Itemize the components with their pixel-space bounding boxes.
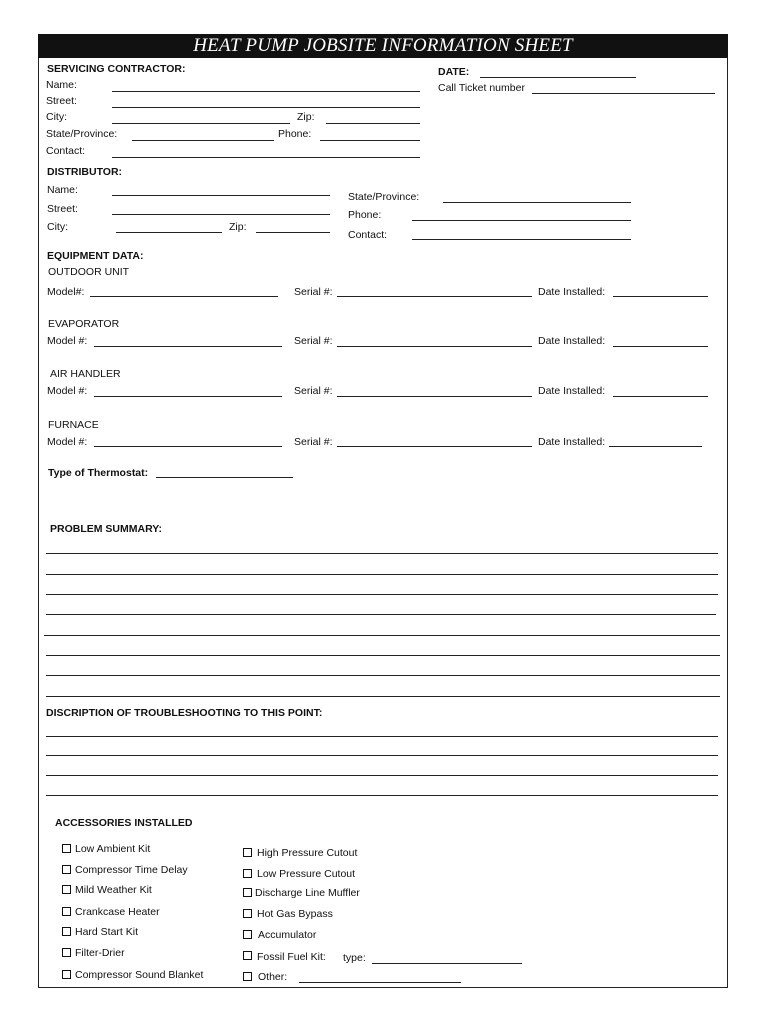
thermostat-field[interactable] <box>156 477 293 478</box>
servicing-city-label: City: <box>46 111 67 123</box>
date-installed-field[interactable] <box>613 346 708 347</box>
distributor-heading: DISTRIBUTOR: <box>47 166 123 178</box>
problem-line[interactable] <box>46 696 720 697</box>
distributor-state-label: State/Province: <box>348 191 420 203</box>
servicing-state-field[interactable] <box>132 140 274 141</box>
model-label: Model #: <box>47 385 88 397</box>
date-installed-field[interactable] <box>613 396 708 397</box>
distributor-zip-label: Zip: <box>229 221 247 233</box>
servicing-contact-label: Contact: <box>46 145 86 157</box>
accessory-label: Mild Weather Kit <box>75 884 152 896</box>
servicing-name-field[interactable] <box>112 91 420 92</box>
serial-field[interactable] <box>337 396 532 397</box>
servicing-state-label: State/Province: <box>46 128 118 140</box>
checkbox[interactable] <box>243 951 252 960</box>
accessory-label: High Pressure Cutout <box>257 847 358 859</box>
distributor-street-field[interactable] <box>112 214 330 215</box>
servicing-street-label: Street: <box>46 95 77 107</box>
problem-line[interactable] <box>46 574 718 575</box>
checkbox[interactable] <box>243 869 252 878</box>
date-installed-label: Date Installed: <box>538 385 606 397</box>
serial-label: Serial #: <box>294 436 333 448</box>
accessory-label: Accumulator <box>258 929 317 941</box>
checkbox[interactable] <box>243 972 252 981</box>
distributor-contact-label: Contact: <box>348 229 388 241</box>
checkbox[interactable] <box>62 927 71 936</box>
distributor-name-label: Name: <box>47 184 78 196</box>
accessory-label: Hot Gas Bypass <box>257 908 333 920</box>
problem-line[interactable] <box>46 655 720 656</box>
model-label: Model #: <box>47 436 88 448</box>
accessories-heading: ACCESSORIES INSTALLED <box>55 817 193 829</box>
date-installed-label: Date Installed: <box>538 335 606 347</box>
servicing-city-field[interactable] <box>112 123 290 124</box>
distributor-street-label: Street: <box>47 203 78 215</box>
model-field[interactable] <box>90 296 278 297</box>
troubleshooting-line[interactable] <box>46 775 718 776</box>
serial-field[interactable] <box>337 346 532 347</box>
date-installed-label: Date Installed: <box>538 286 606 298</box>
equipment-unit-name: OUTDOOR UNIT <box>48 266 130 278</box>
servicing-phone-field[interactable] <box>320 140 420 141</box>
checkbox[interactable] <box>62 970 71 979</box>
troubleshooting-line[interactable] <box>46 736 718 737</box>
distributor-phone-label: Phone: <box>348 209 382 221</box>
other-field[interactable] <box>299 982 461 983</box>
serial-label: Serial #: <box>294 385 333 397</box>
accessory-label: Other: <box>258 971 288 983</box>
checkbox[interactable] <box>62 844 71 853</box>
accessory-label: Low Pressure Cutout <box>257 868 356 880</box>
model-label: Model#: <box>47 286 85 298</box>
problem-line[interactable] <box>46 614 716 615</box>
call-ticket-label: Call Ticket number <box>438 82 525 94</box>
equipment-unit-name: EVAPORATOR <box>48 318 120 330</box>
servicing-street-field[interactable] <box>112 107 420 108</box>
model-field[interactable] <box>94 346 282 347</box>
servicing-heading: SERVICING CONTRACTOR: <box>47 63 186 75</box>
equipment-heading: EQUIPMENT DATA: <box>47 250 144 262</box>
checkbox[interactable] <box>62 885 71 894</box>
serial-field[interactable] <box>337 296 532 297</box>
problem-line[interactable] <box>46 553 718 554</box>
problem-line[interactable] <box>46 594 718 595</box>
problem-summary-heading: PROBLEM SUMMARY: <box>50 523 162 535</box>
date-installed-field[interactable] <box>613 296 708 297</box>
accessory-label: Filter-Drier <box>75 947 125 959</box>
checkbox[interactable] <box>243 848 252 857</box>
checkbox[interactable] <box>62 865 71 874</box>
accessory-label: Fossil Fuel Kit: <box>257 951 326 963</box>
servicing-contact-field[interactable] <box>112 157 420 158</box>
form-title: HEAT PUMP JOBSITE INFORMATION SHEET <box>38 34 728 58</box>
fossil-fuel-type-label: type: <box>343 952 366 964</box>
model-field[interactable] <box>94 446 282 447</box>
serial-label: Serial #: <box>294 286 333 298</box>
date-installed-label: Date Installed: <box>538 436 606 448</box>
problem-line[interactable] <box>44 635 720 636</box>
checkbox[interactable] <box>62 907 71 916</box>
problem-line[interactable] <box>46 675 720 676</box>
checkbox[interactable] <box>243 888 252 897</box>
checkbox[interactable] <box>243 930 252 939</box>
accessory-label: Discharge Line Muffler <box>255 887 360 899</box>
accessory-label: Compressor Sound Blanket <box>75 969 204 981</box>
distributor-zip-field[interactable] <box>256 232 330 233</box>
checkbox[interactable] <box>243 909 252 918</box>
serial-label: Serial #: <box>294 335 333 347</box>
checkbox[interactable] <box>62 948 71 957</box>
troubleshooting-heading: DISCRIPTION OF TROUBLESHOOTING TO THIS POINT: <box>46 707 323 719</box>
date-installed-field[interactable] <box>609 446 702 447</box>
serial-field[interactable] <box>337 446 532 447</box>
servicing-zip-label: Zip: <box>297 111 315 123</box>
equipment-unit-name: FURNACE <box>48 419 99 431</box>
servicing-name-label: Name: <box>46 79 77 91</box>
troubleshooting-line[interactable] <box>46 755 718 756</box>
distributor-phone-field[interactable] <box>412 220 631 221</box>
thermostat-label: Type of Thermostat: <box>48 467 149 479</box>
accessory-label: Crankcase Heater <box>75 906 160 918</box>
troubleshooting-line[interactable] <box>46 795 718 796</box>
fossil-fuel-type-field[interactable] <box>372 963 522 964</box>
call-ticket-field[interactable] <box>532 93 715 94</box>
model-label: Model #: <box>47 335 88 347</box>
accessory-label: Compressor Time Delay <box>75 864 188 876</box>
date-label: DATE: <box>438 66 470 78</box>
date-field[interactable] <box>480 77 636 78</box>
distributor-state-field[interactable] <box>443 202 631 203</box>
distributor-name-field[interactable] <box>112 195 330 196</box>
accessory-label: Hard Start Kit <box>75 926 139 938</box>
model-field[interactable] <box>94 396 282 397</box>
servicing-zip-field[interactable] <box>326 123 420 124</box>
servicing-phone-label: Phone: <box>278 128 312 140</box>
accessory-label: Low Ambient Kit <box>75 843 151 855</box>
distributor-city-field[interactable] <box>116 232 222 233</box>
equipment-unit-name: AIR HANDLER <box>50 368 121 380</box>
distributor-city-label: City: <box>47 221 68 233</box>
distributor-contact-field[interactable] <box>412 239 631 240</box>
